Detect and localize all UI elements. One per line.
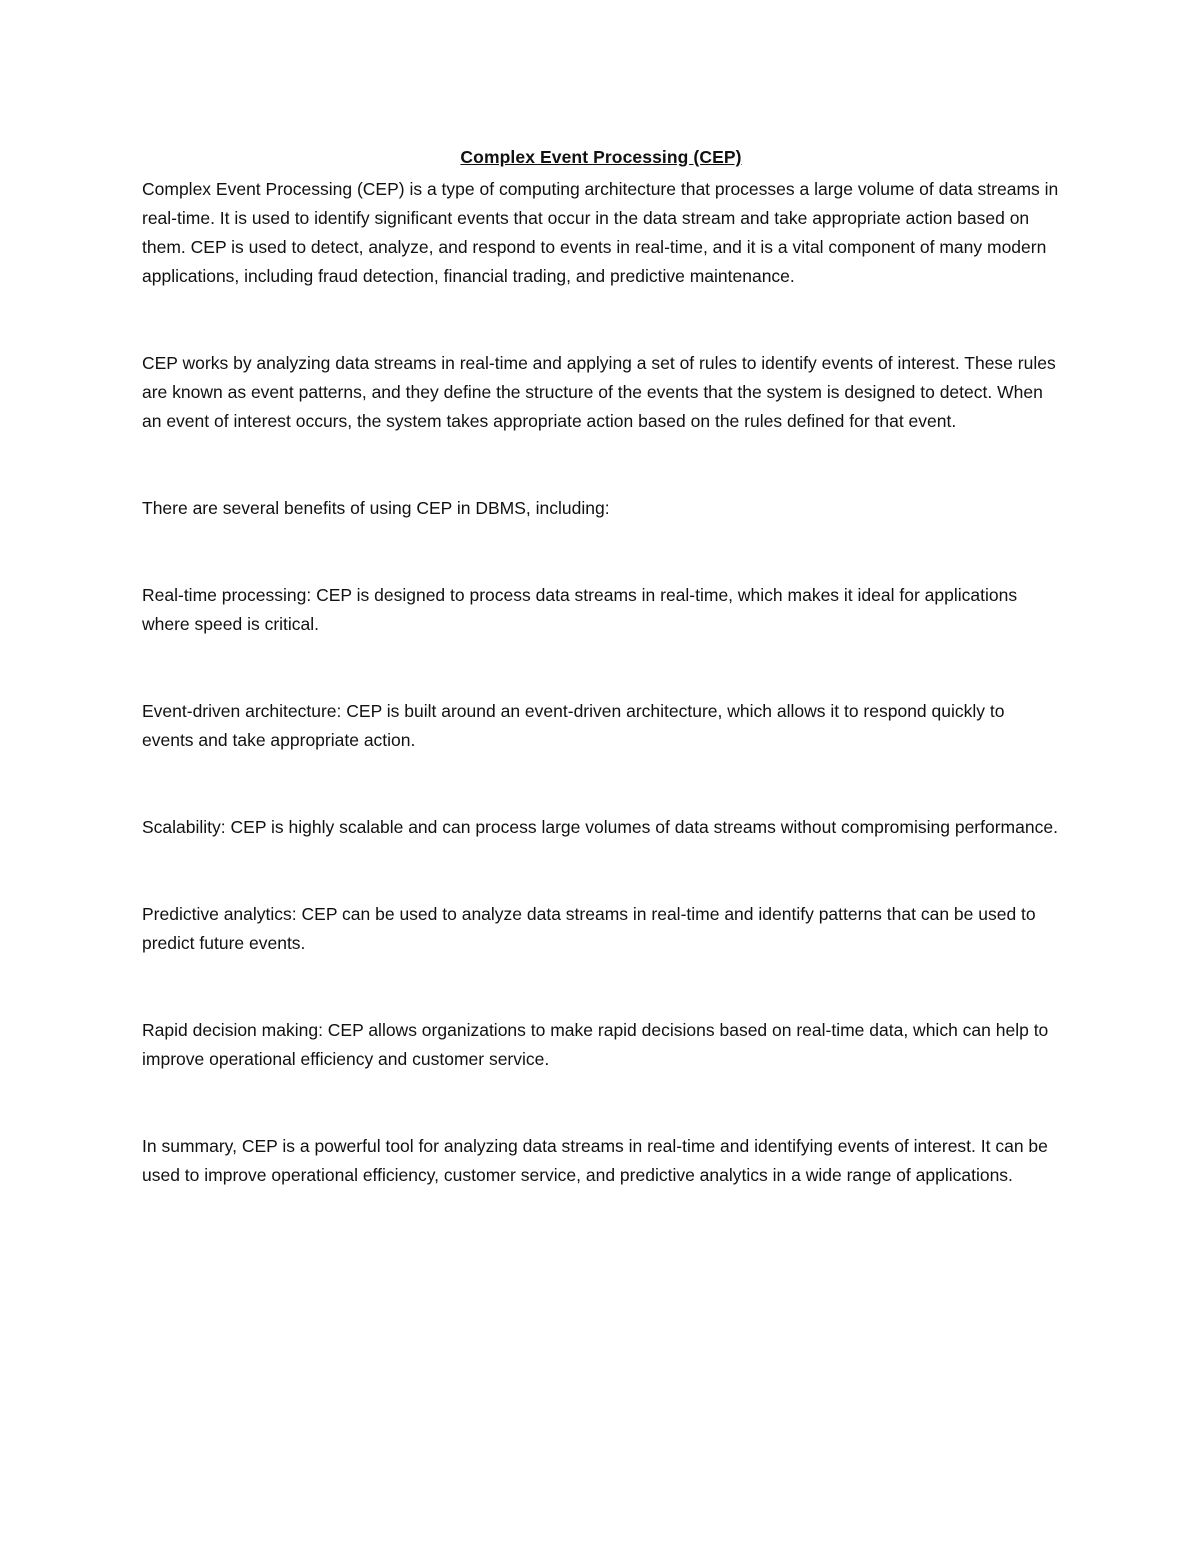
paragraph-benefits-intro: There are several benefits of using CEP in DBMS, including: [142, 498, 610, 518]
paragraph-how-it-works: CEP works by analyzing data streams in real-time and applying a set of rules to identify events of interest. These rules are known as event patterns, and they define the structure of the events that the system is designed to detect. When an event of interest occurs, the system takes appropriate action based on the rules defined for that event. [142, 353, 1056, 431]
paragraph-benefit-event-driven: Event-driven architecture: CEP is built around an event-driven architecture, which allows it to respond quickly to events and take appropriate action. [142, 701, 1005, 750]
paragraph-benefit-realtime: Real-time processing: CEP is designed to process data streams in real-time, which makes it ideal for applications where speed is critical. [142, 585, 1018, 634]
paragraph-summary: In summary, CEP is a powerful tool for analyzing data streams in real-time and identifying events of interest. It can be used to improve operational efficiency, customer service, and predictive analytics in a wide range of applications. [142, 1136, 1048, 1185]
document-title: Complex Event Processing (CEP) [460, 147, 742, 167]
paragraph-benefit-predictive: Predictive analytics: CEP can be used to analyze data streams in real-time and identify patterns that can be used to predict future events. [142, 904, 1036, 953]
paragraph-benefit-scalability: Scalability: CEP is highly scalable and can process large volumes of data streams without compromising performance. [142, 817, 1058, 837]
paragraph-intro: Complex Event Processing (CEP) is a type of computing architecture that processes a large volume of data streams in real-time. It is used to identify significant events that occur in the data stream and take appropriate action based on them. CEP is used to detect, analyze, and respond to events in real-time, and it is a vital component of many modern applications, including fraud detection, financial trading, and predictive maintenance. [142, 179, 1059, 286]
document-body [142, 143, 1060, 1190]
paragraph-benefit-rapid-decision: Rapid decision making: CEP allows organizations to make rapid decisions based on real-time data, which can help to improve operational efficiency and customer service. [142, 1020, 1049, 1069]
